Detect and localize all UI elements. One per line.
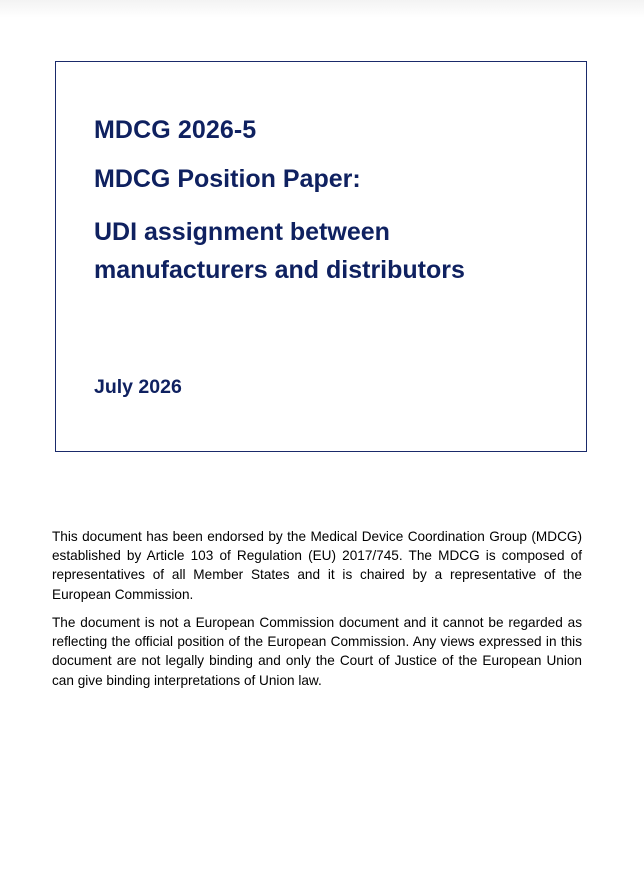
disclaimer-paragraph: The document is not a European Commission document and it cannot be regarded as reflecting the official position of the European Commission. Any views expressed in this document are not legally binding and only the Court of Justice of the European Union can give binding interpretations of Union law. <box>52 615 582 688</box>
document-title: UDI assignment between manufacturers and distributors <box>94 218 465 284</box>
cover-title-box <box>55 61 587 452</box>
page-top-shadow <box>0 0 644 18</box>
document-id: MDCG 2026-5 <box>94 116 257 144</box>
endorsement-paragraph: This document has been endorsed by the Medical Device Coordination Group (MDCG) established by Article 103 of Regulation (EU) 2017/745. The MDCG is composed of representatives of all Member States and it is chaired by a representative of the European Commission. <box>52 529 582 602</box>
document-subtitle: MDCG Position Paper: <box>94 165 361 193</box>
publication-date: July 2026 <box>94 376 182 398</box>
